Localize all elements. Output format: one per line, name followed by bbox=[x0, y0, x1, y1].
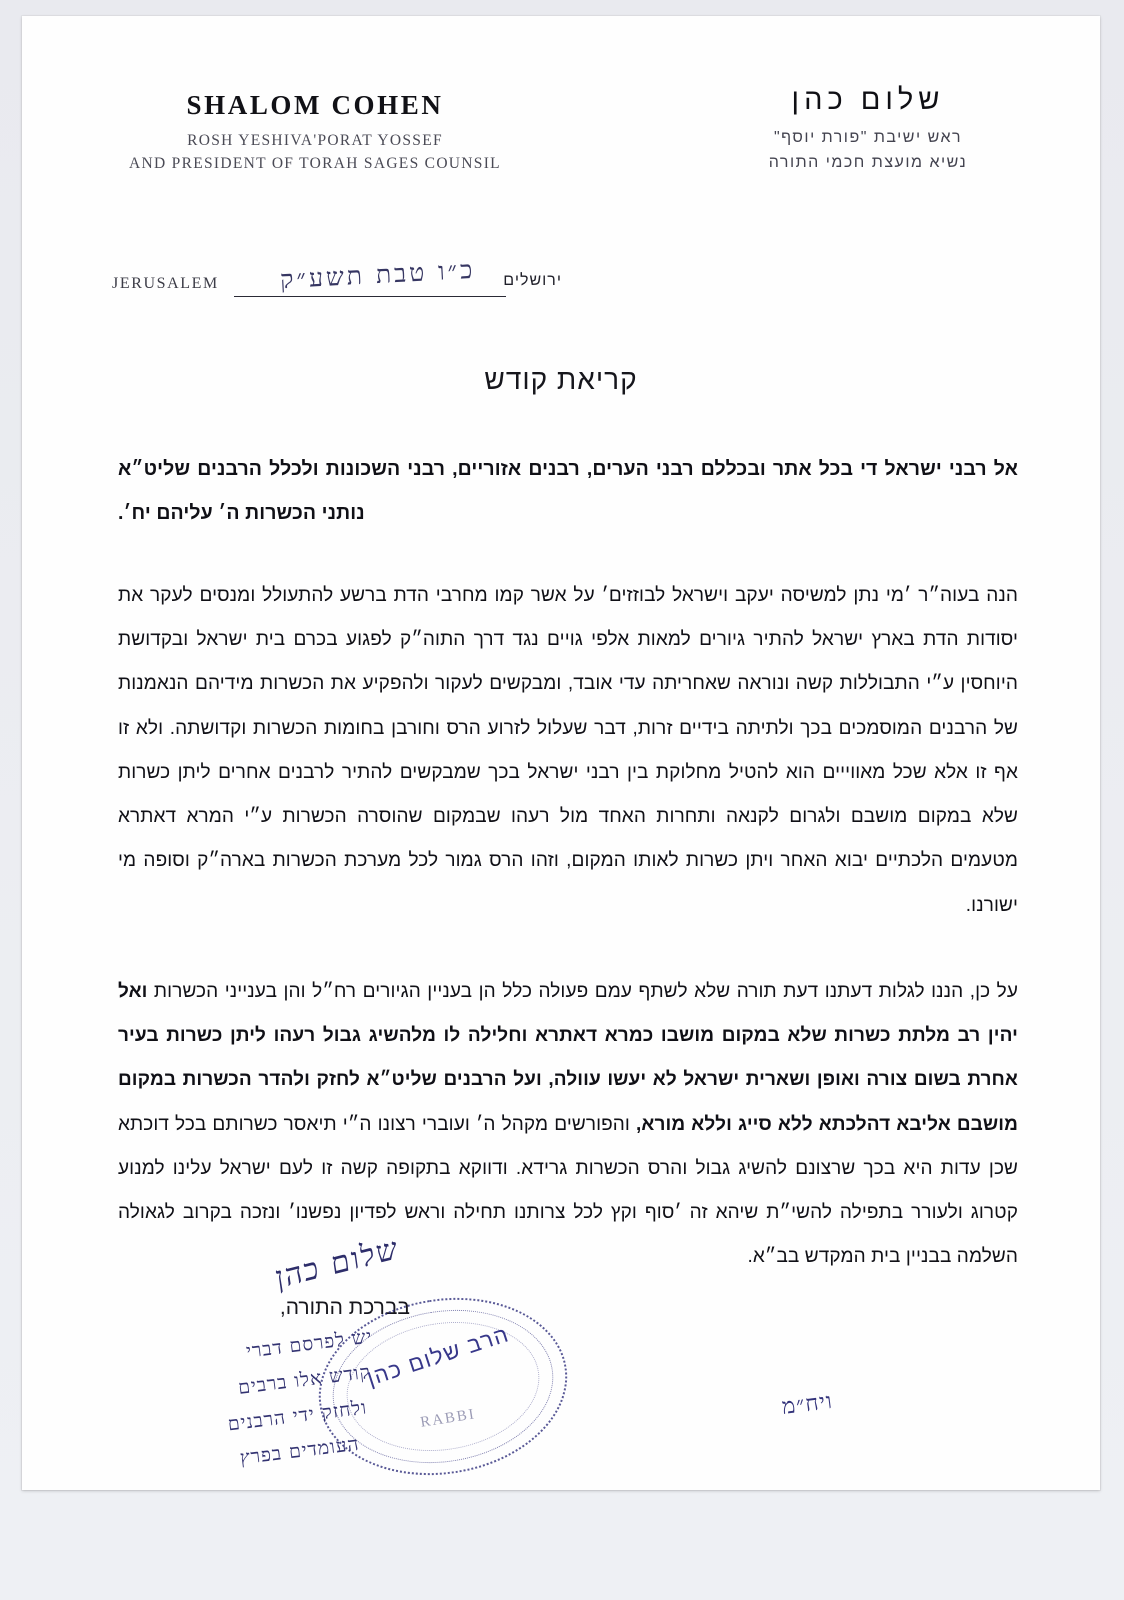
stamp-english-text: RABBI bbox=[419, 1406, 477, 1431]
letterhead bbox=[22, 78, 1100, 218]
paragraph-2-part-2: והפורשים מקהל ה׳ ועוברי רצונו ה״י תיאסר כשרותם בכל דוכתא שכן עדות היא בכך שרצונם להשיג גבול והרס הכשרות גרידא. ודווקא בתקופה קשה זו לעם ישראל עלינו למנוע קטרוג ולעורר בתפילה להשי״ת שיהא זה ׳סוף וקץ לכל צרותנו תחילה וראש לפדיון נפשנו׳ ונזכה בקרוב לגאולה השלמה בבניין בית המקדש בב״א. bbox=[118, 1113, 1018, 1268]
handwritten-annotation-line-4: העומדים בפרץ bbox=[238, 1433, 361, 1470]
letter-body bbox=[118, 448, 1018, 1280]
dateline-city-hebrew: ירושלים bbox=[503, 272, 562, 289]
letterhead-english-role-line1: ROSH YESHIVA'PORAT YOSSEF bbox=[187, 132, 443, 149]
letterhead-english-role-line2: AND PRESIDENT OF TORAH SAGES COUNSIL bbox=[129, 155, 501, 172]
handwritten-signature: שלום כהן bbox=[273, 1230, 402, 1297]
handwritten-date: כ״ו טבת תשע״ק bbox=[279, 254, 476, 295]
dateline bbox=[112, 254, 562, 304]
paragraph-2-bold-emphasis: ואל יהין רב מלתת כשרות שלא במקום מושבו כמרא דאתרא וחלילה לו מלהשיג גבול רעהו ליתן כשרות בעיר אחרת בשום צורה ואופן ושארית ישראל לא יעשו עוולה, ועל הרבנים שליט״א לחזק ולהדר הכשרות במקום מושבם אליבא דהלכתא ללא סייג וללא מורא, bbox=[118, 980, 1018, 1135]
dateline-city-english: JERUSALEM bbox=[112, 275, 219, 292]
handwritten-annotation-line-3: ולחזק ידי הרבנים bbox=[226, 1396, 369, 1436]
letterhead-english bbox=[100, 90, 530, 173]
handwritten-annotation-line-2: קודש אלו ברבים bbox=[236, 1360, 372, 1400]
stamp-hebrew-text: הרב שלום כהן bbox=[363, 1321, 513, 1391]
body-paragraph-1: הנה בעוה״ר ׳מי נתן למשיסה יעקב וישראל לבוזזים׳ על אשר קמו מחרבי הדת ברשע להתעולל ומנסים לעקר את יסודות הדת בארץ ישראל להתיר גיורים למאות אלפי גויים נגד דרך התוה״ק לפגוע בכרם בית ישראל ובקדושת היוחסין ע״י התבוללות קשה ונוראה שאחריתה עדי אובד, ומבקשים לעקור ולהפקיע את הכשרות מידיהם הנאמנות של הרבנים המוסמכים בכך ולתיתה בידיים זרות, דבר שעלול לזרוע הרס וחורבן בחומות הכשרות וקדושתה. ולא זו אף זו אלא שכל מאווייים הוא להטיל מחלוקת בין רבני ישראל בכך שמבקשים להתיר לרבנים אחרים ליתן כשרות שלא במקום מושבם ולגרום לקנאה ותחרות האחד מול רעהו שבמקום שהוסרה הכשרות ע״י המרא דאתרא מטעמים הלכתיים יבוא האחר ויתן כשרות לאותו המקום, וזהו הרס גמור לכל מערכת הכשרות בארה״ק וסופה מי ישורנו. bbox=[118, 584, 1018, 916]
handwritten-annotation-line-1: יש לפרסם דברי bbox=[244, 1325, 374, 1363]
dateline-rule bbox=[234, 296, 506, 297]
addressee-line: אל רבני ישראל די בכל אתר ובכללם רבני הערים, רבנים אזוריים, רבני השכונות ולכלל הרבנים שליט״א נותני הכשרות ה׳ עליהם יח׳. bbox=[118, 458, 1018, 524]
handwritten-mark: ויח״מ bbox=[780, 1388, 835, 1421]
body-paragraph-2 bbox=[118, 970, 1018, 1280]
page-content bbox=[22, 16, 1100, 1490]
letter-page bbox=[22, 16, 1100, 1490]
signature-block bbox=[22, 1230, 1100, 1491]
letterhead-hebrew-name: שלום כהן bbox=[791, 84, 945, 116]
letterhead-english-name: SHALOM COHEN bbox=[186, 90, 444, 120]
paragraph-2-part-1: על כן, הננו לגלות דעתנו דעת תורה שלא לשתף עמם פעולה כלל הן בעניין הגיורים רח״ל והן בענייני הכשרות bbox=[147, 980, 1018, 1002]
letterhead-hebrew-role-line2: נשיא מועצת חכמי התורה bbox=[768, 154, 968, 171]
letterhead-hebrew-role-line1: ראש ישיבת "פורת יוסף" bbox=[773, 129, 963, 146]
letterhead-hebrew bbox=[708, 84, 1028, 172]
closing-line: בברכת התורה, bbox=[279, 1296, 410, 1319]
page-title: קריאת קודש bbox=[484, 364, 638, 395]
